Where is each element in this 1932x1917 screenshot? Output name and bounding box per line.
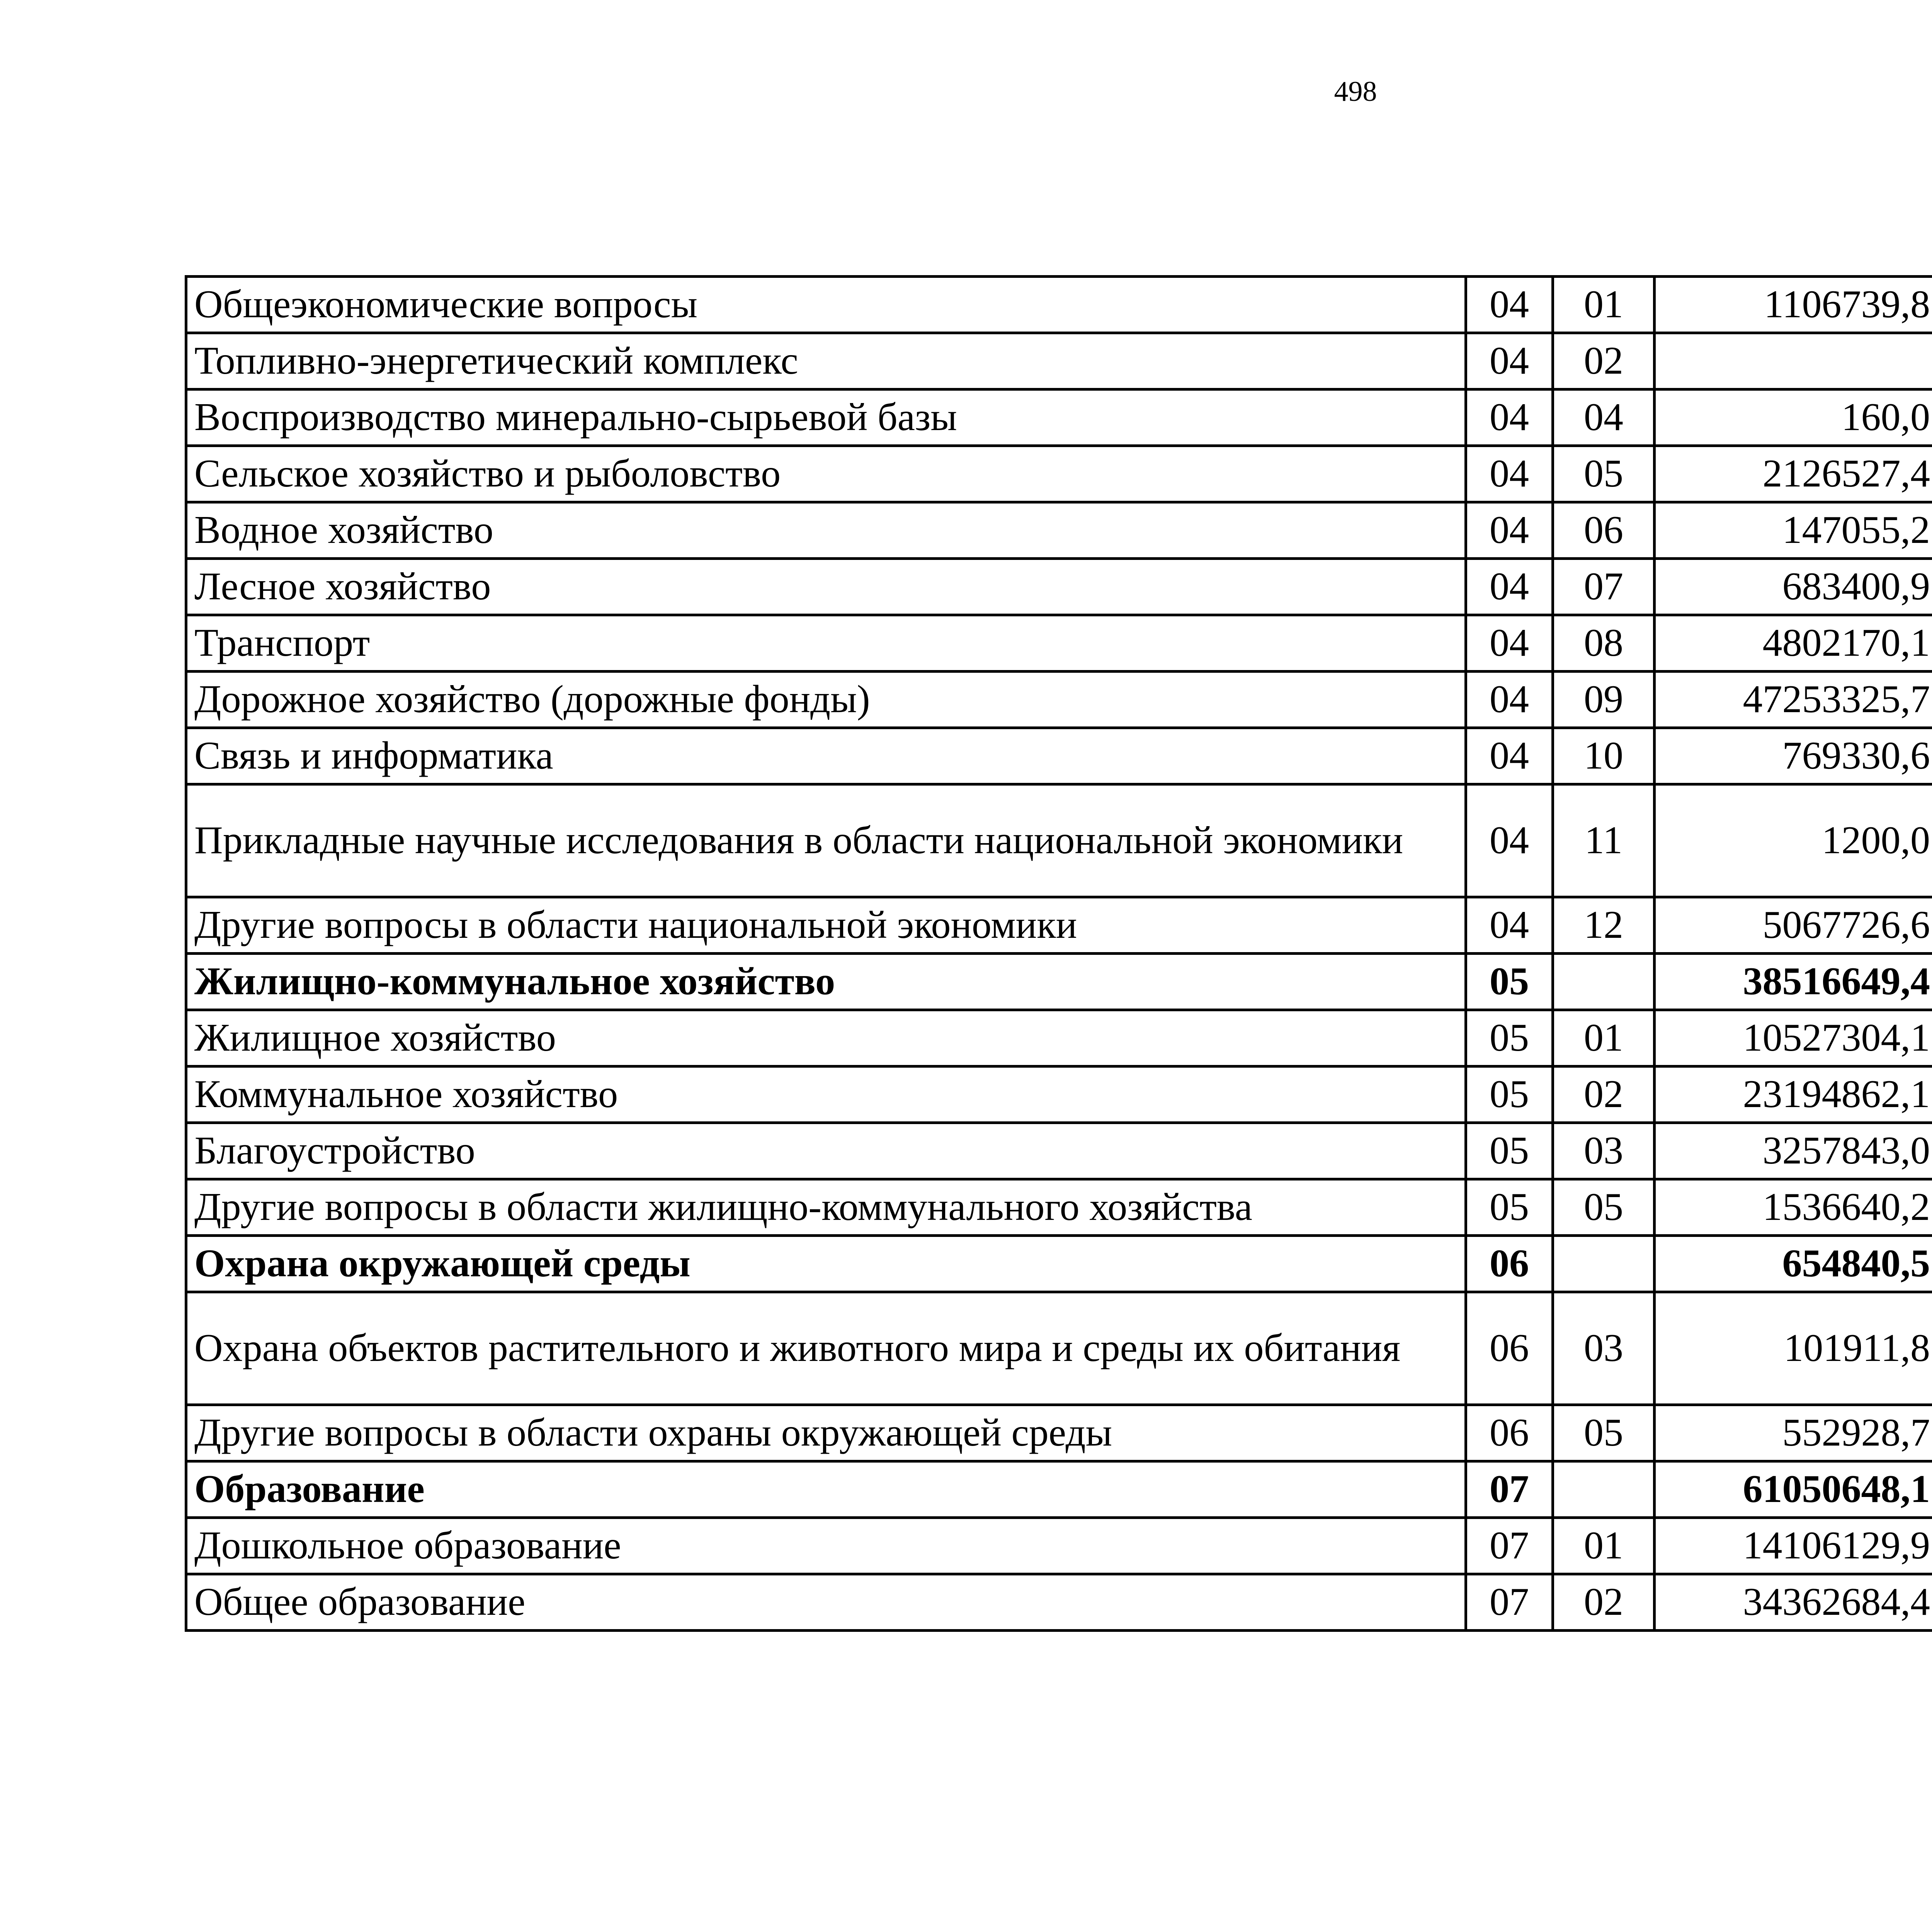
row-subsection-code: 12: [1553, 897, 1655, 954]
row-value-1: 38516649,4: [1655, 954, 1932, 1010]
table-row: [186, 1518, 1932, 1574]
row-subsection-code: [1553, 954, 1655, 1010]
table-row: [186, 1010, 1932, 1067]
row-name: Другие вопросы в области жилищно-коммунального хозяйства: [186, 1179, 1466, 1236]
row-section-code: 07: [1466, 1518, 1553, 1574]
row-value-1: 1106739,8: [1655, 277, 1932, 333]
row-section-code: 05: [1466, 954, 1553, 1010]
row-name: Транспорт: [186, 615, 1466, 672]
row-value-1: 2126527,4: [1655, 446, 1932, 502]
row-name: Другие вопросы в области охраны окружающей среды: [186, 1405, 1466, 1461]
row-section-code: 04: [1466, 672, 1553, 728]
row-subsection-code: 11: [1553, 784, 1655, 897]
row-value-1: 47253325,7: [1655, 672, 1932, 728]
table-row: [186, 502, 1932, 559]
row-name: Дорожное хозяйство (дорожные фонды): [186, 672, 1466, 728]
row-name: Сельское хозяйство и рыболовство: [186, 446, 1466, 502]
row-value-1: 61050648,1: [1655, 1461, 1932, 1518]
row-name: Общеэкономические вопросы: [186, 277, 1466, 333]
table-row: [186, 559, 1932, 615]
row-section-code: 05: [1466, 1010, 1553, 1067]
table-row: [186, 277, 1932, 333]
row-subsection-code: 04: [1553, 390, 1655, 446]
table-row: [186, 1123, 1932, 1179]
row-name: Водное хозяйство: [186, 502, 1466, 559]
row-name: Жилищно-коммунальное хозяйство: [186, 954, 1466, 1010]
row-subsection-code: [1553, 1461, 1655, 1518]
table-row: [186, 1405, 1932, 1461]
row-value-1: 3257843,0: [1655, 1123, 1932, 1179]
table-row: [186, 1574, 1932, 1631]
row-section-code: 04: [1466, 615, 1553, 672]
row-section-code: 04: [1466, 559, 1553, 615]
row-section-code: 05: [1466, 1123, 1553, 1179]
table-row: [186, 784, 1932, 897]
row-name: Дошкольное образование: [186, 1518, 1466, 1574]
budget-table-body: [186, 277, 1932, 1631]
row-subsection-code: [1553, 1236, 1655, 1292]
row-name: Топливно-энергетический комплекс: [186, 333, 1466, 390]
row-value-1: 147055,2: [1655, 502, 1932, 559]
row-section-code: 04: [1466, 897, 1553, 954]
row-value-1: [1655, 333, 1932, 390]
row-section-code: 05: [1466, 1179, 1553, 1236]
row-value-1: 160,0: [1655, 390, 1932, 446]
row-subsection-code: 08: [1553, 615, 1655, 672]
table-row: [186, 897, 1932, 954]
table-row: [186, 333, 1932, 390]
row-value-1: 23194862,1: [1655, 1067, 1932, 1123]
table-row: [186, 615, 1932, 672]
row-section-code: 04: [1466, 446, 1553, 502]
table-row: [186, 672, 1932, 728]
row-section-code: 04: [1466, 728, 1553, 784]
row-subsection-code: 10: [1553, 728, 1655, 784]
row-name: Охрана окружающей среды: [186, 1236, 1466, 1292]
row-subsection-code: 09: [1553, 672, 1655, 728]
row-section-code: 07: [1466, 1574, 1553, 1631]
row-value-1: 683400,9: [1655, 559, 1932, 615]
row-section-code: 04: [1466, 784, 1553, 897]
row-section-code: 05: [1466, 1067, 1553, 1123]
row-name: Коммунальное хозяйство: [186, 1067, 1466, 1123]
row-section-code: 04: [1466, 390, 1553, 446]
row-subsection-code: 01: [1553, 1010, 1655, 1067]
row-subsection-code: 01: [1553, 277, 1655, 333]
row-value-1: 1200,0: [1655, 784, 1932, 897]
row-value-1: 1536640,2: [1655, 1179, 1932, 1236]
row-subsection-code: 05: [1553, 1405, 1655, 1461]
row-subsection-code: 02: [1553, 1574, 1655, 1631]
row-name: Благоустройство: [186, 1123, 1466, 1179]
row-subsection-code: 03: [1553, 1292, 1655, 1405]
row-subsection-code: 05: [1553, 446, 1655, 502]
table-row-section-total: [186, 1461, 1932, 1518]
row-section-code: 06: [1466, 1292, 1553, 1405]
row-subsection-code: 01: [1553, 1518, 1655, 1574]
table-row: [186, 446, 1932, 502]
table-row: [186, 728, 1932, 784]
table-row-section-total: [186, 954, 1932, 1010]
row-subsection-code: 06: [1553, 502, 1655, 559]
budget-table: [185, 275, 1932, 1632]
row-name: Прикладные научные исследования в области национальной экономики: [186, 784, 1466, 897]
table-row: [186, 390, 1932, 446]
row-value-1: 552928,7: [1655, 1405, 1932, 1461]
row-value-1: 34362684,4: [1655, 1574, 1932, 1631]
row-name: Общее образование: [186, 1574, 1466, 1631]
row-subsection-code: 03: [1553, 1123, 1655, 1179]
row-section-code: 06: [1466, 1405, 1553, 1461]
row-section-code: 04: [1466, 277, 1553, 333]
row-value-1: 654840,5: [1655, 1236, 1932, 1292]
row-name: Другие вопросы в области национальной экономики: [186, 897, 1466, 954]
row-name: Образование: [186, 1461, 1466, 1518]
table-row: [186, 1292, 1932, 1405]
table-row-section-total: [186, 1236, 1932, 1292]
row-section-code: 06: [1466, 1236, 1553, 1292]
page-number: 498: [1334, 76, 1377, 107]
row-value-1: 5067726,6: [1655, 897, 1932, 954]
row-name: Связь и информатика: [186, 728, 1466, 784]
row-section-code: 04: [1466, 502, 1553, 559]
row-name: Лесное хозяйство: [186, 559, 1466, 615]
table-row: [186, 1179, 1932, 1236]
row-subsection-code: 07: [1553, 559, 1655, 615]
row-value-1: 769330,6: [1655, 728, 1932, 784]
row-section-code: 07: [1466, 1461, 1553, 1518]
row-name: Воспроизводство минерально-сырьевой базы: [186, 390, 1466, 446]
row-value-1: 14106129,9: [1655, 1518, 1932, 1574]
row-name: Жилищное хозяйство: [186, 1010, 1466, 1067]
row-subsection-code: 02: [1553, 1067, 1655, 1123]
row-value-1: 4802170,1: [1655, 615, 1932, 672]
row-section-code: 04: [1466, 333, 1553, 390]
row-value-1: 10527304,1: [1655, 1010, 1932, 1067]
row-name: Охрана объектов растительного и животного мира и среды их обитания: [186, 1292, 1466, 1405]
row-subsection-code: 05: [1553, 1179, 1655, 1236]
row-subsection-code: 02: [1553, 333, 1655, 390]
table-row: [186, 1067, 1932, 1123]
row-value-1: 101911,8: [1655, 1292, 1932, 1405]
